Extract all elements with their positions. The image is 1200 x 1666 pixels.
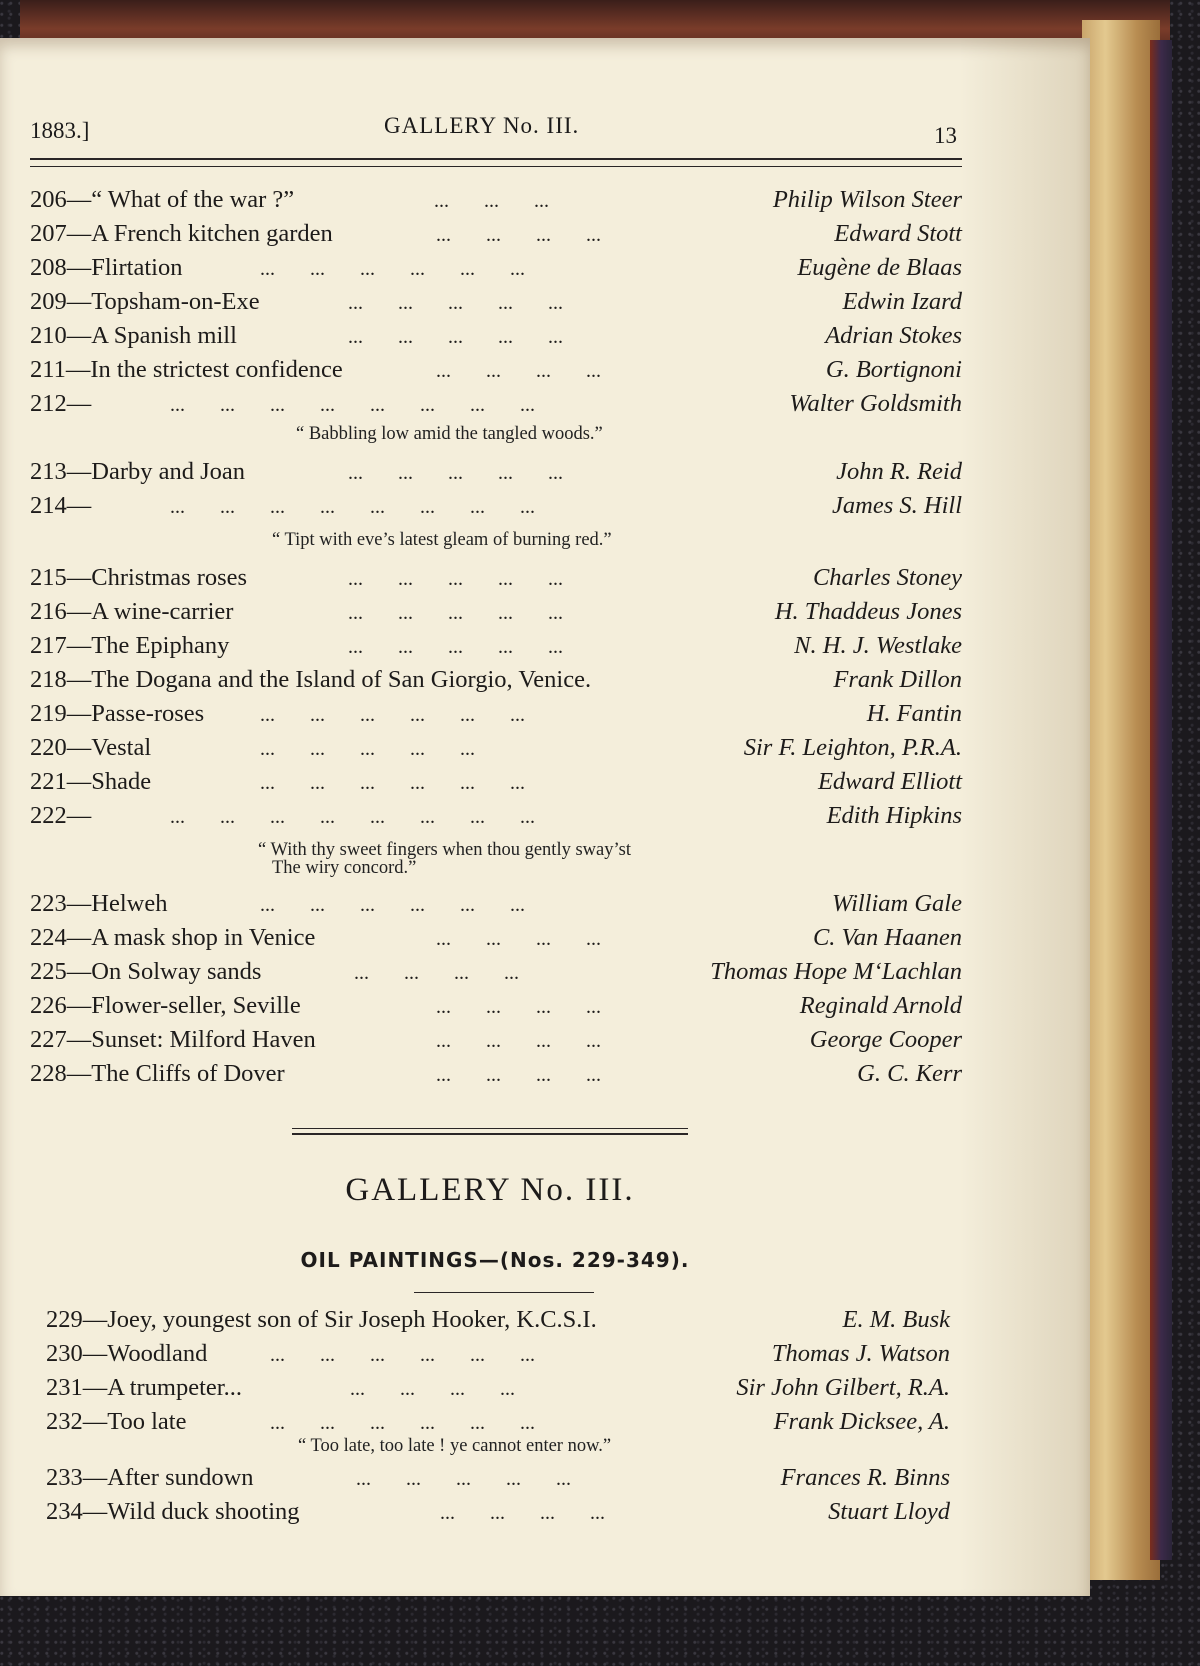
catalogue-entry — [0, 1374, 1090, 1408]
catalogue-entry — [0, 992, 1090, 1026]
entry-title: 229—Joey, youngest son of Sir Joseph Hooker, K.C.S.I. — [46, 1306, 597, 1333]
leader-dots: ... ... ... ... ... — [348, 292, 563, 314]
entry-artist: Edward Stott — [834, 220, 962, 247]
entry-artist: Edward Elliott — [817, 768, 962, 795]
catalogue-entry — [0, 1306, 1090, 1340]
catalogue-entry — [0, 390, 1090, 424]
entry-title: 212— — [30, 390, 92, 417]
leader-dots: ... ... ... ... — [436, 224, 601, 246]
leader-dots: ... ... ... ... ... ... ... ... — [170, 394, 535, 416]
leader-dots: ... ... ... ... ... — [356, 1468, 571, 1490]
leader-dots: ... ... ... ... — [354, 962, 519, 984]
entry-artist: John R. Reid — [836, 458, 962, 485]
entry-artist: Sir F. Leighton, P.R.A. — [743, 734, 962, 761]
running-head-year: 1883.] — [30, 118, 90, 143]
entry-title: 226—Flower-seller, Seville — [30, 992, 301, 1019]
section-divider-bottom — [292, 1133, 688, 1135]
quotation: “ Too late, too late ! ye cannot enter now.” — [298, 1436, 612, 1456]
catalogue-entry — [0, 734, 1090, 768]
entry-title: 215—Christmas roses — [30, 564, 248, 591]
leader-dots: ... ... ... ... ... ... — [270, 1344, 535, 1366]
leader-dots: ... ... ... ... — [436, 1064, 601, 1086]
entry-artist: Stuart Lloyd — [828, 1498, 950, 1525]
entry-title: 227—Sunset: Milford Haven — [30, 1026, 316, 1053]
quotation: “ With thy sweet fingers when thou gently sway’st — [258, 840, 631, 860]
entry-artist: Edwin Izard — [842, 288, 962, 315]
leader-dots: ... ... ... ... ... ... — [260, 772, 525, 794]
entry-title: 219—Passe-roses — [30, 700, 205, 727]
catalogue-entry — [0, 1026, 1090, 1060]
entry-artist: James S. Hill — [832, 492, 962, 519]
leader-dots: ... ... ... ... ... — [348, 602, 563, 624]
running-head-title: GALLERY No. III. — [384, 113, 580, 138]
entry-title: 218—The Dogana and the Island of San Giorgio, Venice. — [30, 666, 592, 693]
entry-artist: Frances R. Binns — [780, 1464, 950, 1491]
entry-title: 210—A Spanish mill — [30, 322, 237, 349]
entry-title: 220—Vestal — [30, 734, 152, 761]
entry-title: 232—Too late — [46, 1408, 187, 1435]
entry-title: 225—On Solway sands — [30, 958, 262, 985]
leader-dots: ... ... ... ... — [350, 1378, 515, 1400]
entry-artist: N. H. J. Westlake — [794, 632, 962, 659]
catalogue-entry — [0, 632, 1090, 666]
catalogue-entry — [0, 356, 1090, 390]
entry-title: 233—After sundown — [46, 1464, 254, 1491]
entry-artist: H. Fantin — [866, 700, 962, 727]
entry-title: 208—Flirtation — [30, 254, 183, 281]
entry-title: 230—Woodland — [46, 1340, 208, 1367]
entry-title: 214— — [30, 492, 92, 519]
entry-artist: Frank Dillon — [833, 666, 962, 693]
entry-title: 206—“ What of the war ?” — [30, 186, 295, 213]
leader-dots: ... ... ... ... ... — [348, 568, 563, 590]
subtitle-rule — [414, 1292, 594, 1293]
entry-artist: Edith Hipkins — [826, 802, 962, 829]
catalogue-entry — [0, 1340, 1090, 1374]
entry-title: 211—In the strictest confidence — [30, 356, 343, 383]
entry-artist: E. M. Busk — [842, 1306, 950, 1333]
entry-artist: G. Bortignoni — [825, 356, 962, 383]
leader-dots: ... ... ... ... — [436, 928, 601, 950]
catalogue-entry — [0, 186, 1090, 220]
catalogue-entry — [0, 768, 1090, 802]
leader-dots: ... ... ... ... ... ... — [260, 258, 525, 280]
header-rule-thin — [30, 166, 962, 167]
entry-artist: George Cooper — [809, 1026, 962, 1053]
entry-artist: Eugène de Blaas — [797, 254, 962, 281]
catalogue-entry — [0, 564, 1090, 598]
catalogue-entry — [0, 666, 1090, 700]
entry-artist: Charles Stoney — [812, 564, 962, 591]
section-title: GALLERY No. III. — [345, 1172, 635, 1208]
leader-dots: ... ... ... ... — [436, 996, 601, 1018]
entry-artist: Adrian Stokes — [825, 322, 962, 349]
entry-artist: Thomas Hope M‘Lachlan — [710, 958, 962, 985]
entry-artist: Sir John Gilbert, R.A. — [736, 1374, 950, 1401]
leader-dots: ... ... ... ... ... ... — [270, 1412, 535, 1434]
entry-title: 207—A French kitchen garden — [30, 220, 333, 247]
leader-dots: ... ... ... ... ... — [348, 636, 563, 658]
leader-dots: ... ... ... ... ... ... — [260, 894, 525, 916]
catalogue-entry — [0, 1498, 1090, 1532]
entry-title: 217—The Epiphany — [30, 632, 230, 659]
catalogue-entry — [0, 220, 1090, 254]
entry-title: 234—Wild duck shooting — [46, 1498, 300, 1525]
catalogue-entry — [0, 322, 1090, 356]
entry-title: 231—A trumpeter... — [46, 1374, 242, 1401]
entry-artist: G. C. Kerr — [857, 1060, 962, 1087]
entry-title: 213—Darby and Joan — [30, 458, 246, 485]
header-rule-thick — [30, 158, 962, 160]
leader-dots: ... ... ... ... ... — [260, 738, 475, 760]
entry-title: 221—Shade — [30, 768, 152, 795]
entry-artist: Reginald Arnold — [799, 992, 962, 1019]
catalogue-entry — [0, 288, 1090, 322]
entry-artist: H. Thaddeus Jones — [774, 598, 962, 625]
catalogue-entry — [0, 802, 1090, 836]
catalogue-entry — [0, 700, 1090, 734]
catalogue-entry — [0, 598, 1090, 632]
entry-title: 209—Topsham-on-Exe — [30, 288, 260, 315]
entry-title: 224—A mask shop in Venice — [30, 924, 316, 951]
leader-dots: ... ... ... ... ... — [348, 462, 563, 484]
catalogue-entry — [0, 1464, 1090, 1498]
leader-dots: ... ... ... — [434, 190, 549, 212]
leader-dots: ... ... ... ... — [440, 1502, 605, 1524]
leader-dots: ... ... ... ... ... ... — [260, 704, 525, 726]
entry-artist: Walter Goldsmith — [789, 390, 962, 417]
catalogue-entry — [0, 458, 1090, 492]
entry-title: 222— — [30, 802, 92, 829]
entry-artist: Thomas J. Watson — [771, 1340, 950, 1367]
entry-artist: William Gale — [832, 890, 962, 917]
quotation: “ Babbling low amid the tangled woods.” — [296, 424, 603, 444]
page-edges — [1082, 20, 1160, 1580]
leader-dots: ... ... ... ... ... ... ... ... — [170, 806, 535, 828]
quotation: “ Tipt with eve’s latest gleam of burning red.” — [272, 530, 612, 550]
section-divider-top — [292, 1128, 688, 1129]
entry-title: 228—The Cliffs of Dover — [30, 1060, 285, 1087]
quotation: The wiry concord.” — [272, 858, 417, 878]
entry-artist: Frank Dicksee, A. — [773, 1408, 950, 1435]
entry-title: 216—A wine-carrier — [30, 598, 234, 625]
leader-dots: ... ... ... ... — [436, 360, 601, 382]
catalogue-entry — [0, 958, 1090, 992]
catalogue-entry — [0, 1060, 1090, 1094]
marbled-cover-edge — [1150, 40, 1172, 1560]
section-subtitle: OIL PAINTINGS—(Nos. 229-349). — [300, 1248, 690, 1272]
entry-artist: C. Van Haanen — [812, 924, 962, 951]
catalogue-entry — [0, 890, 1090, 924]
page-number: 13 — [934, 123, 957, 148]
leader-dots: ... ... ... ... ... ... ... ... — [170, 496, 535, 518]
entry-artist: Philip Wilson Steer — [772, 186, 962, 213]
leader-dots: ... ... ... ... ... — [348, 326, 563, 348]
catalogue-entry — [0, 254, 1090, 288]
leader-dots: ... ... ... ... — [436, 1030, 601, 1052]
catalogue-entry — [0, 924, 1090, 958]
catalogue-entry — [0, 492, 1090, 526]
entry-title: 223—Helweh — [30, 890, 168, 917]
